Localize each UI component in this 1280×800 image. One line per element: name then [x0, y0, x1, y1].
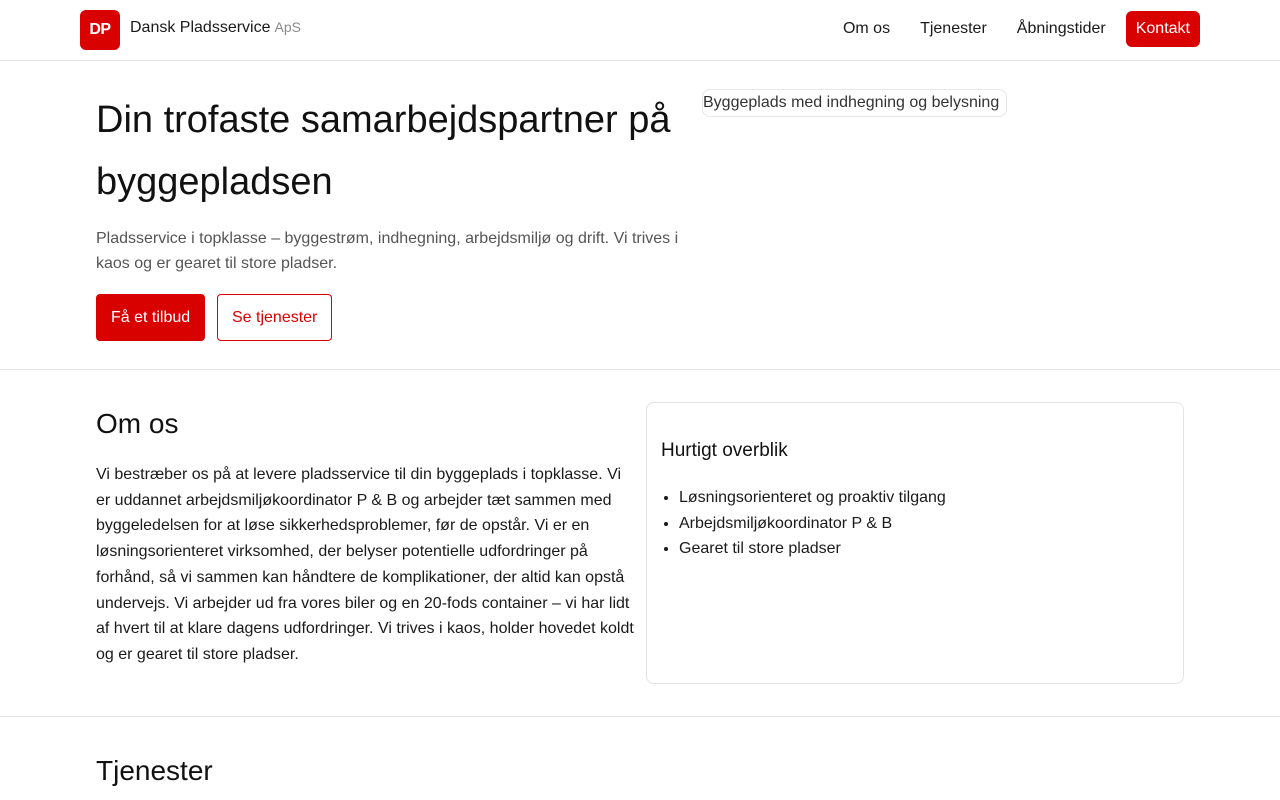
overview-list: [679, 485, 946, 562]
list-item: • Løsningsorienteret og proaktiv tilgang: [679, 485, 946, 511]
overview-card-title: Hurtigt overblik: [661, 440, 788, 461]
about-section: [0, 370, 1280, 717]
hero-title: Din trofaste samarbejdspartner på byggepladsen: [96, 99, 671, 203]
about-title: Om os: [96, 408, 179, 439]
nav-contact-button[interactable]: Kontakt: [1126, 11, 1200, 47]
list-item: • Gearet til store pladser: [679, 536, 946, 562]
nav-link-about[interactable]: Om os: [842, 20, 891, 37]
hero-image-alt-text: Byggeplads med indhegning og belysning: [703, 94, 1000, 111]
hero-section: [0, 61, 1280, 370]
get-quote-button[interactable]: Få et tilbud: [96, 294, 205, 341]
list-item: • Arbejdsmiljøkoordinator P & B: [679, 511, 946, 537]
overview-card: [646, 402, 1184, 684]
logo[interactable]: DP: [80, 10, 120, 50]
site-header: [0, 0, 1280, 61]
services-title: Tjenester: [96, 755, 213, 786]
main-nav: [843, 11, 1200, 47]
nav-link-services[interactable]: Tjenester: [920, 20, 987, 37]
brand-suffix: ApS: [274, 19, 301, 35]
hero-lead: Pladsservice i topklasse – byggestrøm, indhegning, arbejdsmiljø og drift. Vi trives i kaos og er gearet til store pladser.: [96, 230, 679, 272]
nav-link-hours[interactable]: Åbningstider: [1016, 20, 1106, 37]
see-services-button[interactable]: Se tjenester: [217, 294, 332, 341]
brand-name-text: Dansk Pladsservice: [130, 19, 271, 36]
brand-name[interactable]: [130, 19, 301, 37]
hero-image: [702, 89, 1007, 117]
about-text: Vi bestræber os på at levere pladsservice til din byggeplads i topklasse. Vi er uddannet arbejdsmiljøkoordinator P & B og arbejder tæt sammen med byggeledelsen for at løse sikkerhedsproblemer, før de opstår. Vi er en løsningsorienteret virksomhed, der belyser potentielle udfordringer på forhånd, så vi sammen kan håndtere de komplikationer, der altid kan opstå undervejs. Vi arbejder ud fra vores biler og en 20-fods container – vi har lidt af hvert til at klare dagens udfordringer. Vi trives i kaos, holder hovedet koldt og er gearet til store pladser.: [96, 466, 634, 663]
